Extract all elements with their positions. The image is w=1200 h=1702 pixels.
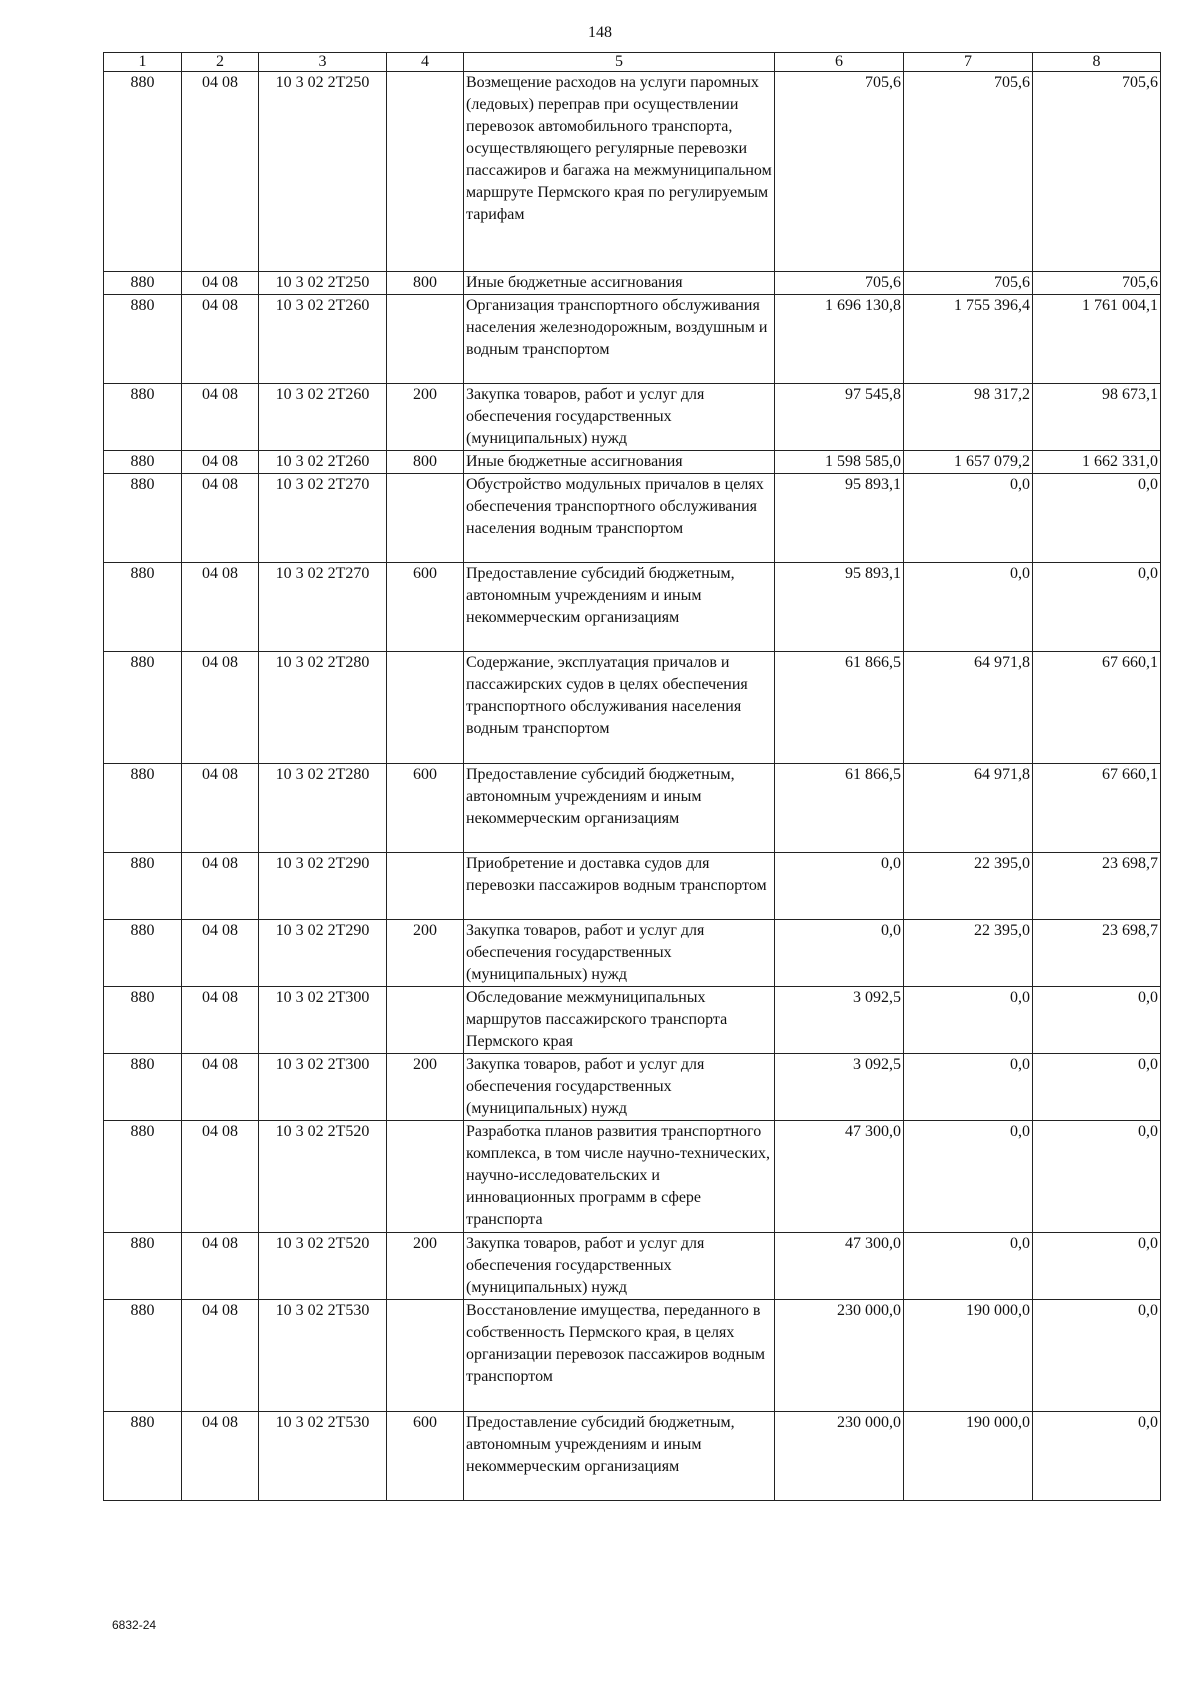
cell-description: Приобретение и доставка судов для перевозки пассажиров водным транспортом	[464, 853, 775, 920]
cell-target-article: 10 3 02 2Т270	[259, 474, 387, 563]
cell-amount-year3: 1 662 331,0	[1033, 451, 1161, 474]
cell-description: Организация транспортного обслуживания населения железнодорожным, воздушным и водным транспортом	[464, 295, 775, 384]
header-row	[104, 53, 1161, 72]
cell-expense-type	[387, 295, 464, 384]
cell-target-article: 10 3 02 2Т280	[259, 652, 387, 764]
cell-description: Закупка товаров, работ и услуг для обеспечения государственных (муниципальных) нужд	[464, 384, 775, 451]
cell-section-code: 04 08	[182, 563, 259, 652]
cell-expense-type	[387, 474, 464, 563]
table-body	[104, 72, 1161, 1501]
cell-admin-code: 880	[104, 295, 182, 384]
cell-target-article: 10 3 02 2Т260	[259, 295, 387, 384]
cell-amount-year2: 1 755 396,4	[904, 295, 1033, 384]
cell-expense-type: 600	[387, 1412, 464, 1501]
cell-amount-year1: 230 000,0	[775, 1300, 904, 1412]
cell-section-code: 04 08	[182, 1054, 259, 1121]
cell-description: Закупка товаров, работ и услуг для обеспечения государственных (муниципальных) нужд	[464, 920, 775, 987]
cell-description: Предоставление субсидий бюджетным, автономным учреждениям и иным некоммерческим организациям	[464, 764, 775, 853]
cell-amount-year2: 22 395,0	[904, 920, 1033, 987]
cell-amount-year2: 190 000,0	[904, 1412, 1033, 1501]
cell-section-code: 04 08	[182, 272, 259, 295]
column-header: 8	[1033, 53, 1161, 72]
cell-target-article: 10 3 02 2Т300	[259, 1054, 387, 1121]
document-code: 6832-24	[112, 1618, 157, 1632]
cell-amount-year3: 705,6	[1033, 72, 1161, 272]
cell-amount-year2: 1 657 079,2	[904, 451, 1033, 474]
cell-target-article: 10 3 02 2Т250	[259, 272, 387, 295]
cell-admin-code: 880	[104, 563, 182, 652]
cell-expense-type	[387, 652, 464, 764]
cell-admin-code: 880	[104, 1412, 182, 1501]
cell-amount-year2: 0,0	[904, 1233, 1033, 1300]
cell-description: Обустройство модульных причалов в целях обеспечения транспортного обслуживания населения водным транспортом	[464, 474, 775, 563]
table-row	[104, 1121, 1161, 1233]
cell-description: Иные бюджетные ассигнования	[464, 272, 775, 295]
cell-expense-type	[387, 1121, 464, 1233]
cell-section-code: 04 08	[182, 853, 259, 920]
table-row	[104, 451, 1161, 474]
cell-description: Закупка товаров, работ и услуг для обеспечения государственных (муниципальных) нужд	[464, 1233, 775, 1300]
cell-amount-year3: 0,0	[1033, 1233, 1161, 1300]
cell-amount-year3: 0,0	[1033, 987, 1161, 1054]
cell-expense-type: 200	[387, 1054, 464, 1121]
column-header: 6	[775, 53, 904, 72]
cell-amount-year3: 1 761 004,1	[1033, 295, 1161, 384]
cell-target-article: 10 3 02 2Т260	[259, 384, 387, 451]
cell-description: Содержание, эксплуатация причалов и пассажирских судов в целях обеспечения транспортного обслуживания населения водным транспортом	[464, 652, 775, 764]
cell-amount-year2: 0,0	[904, 987, 1033, 1054]
table-row	[104, 920, 1161, 987]
column-header: 7	[904, 53, 1033, 72]
cell-admin-code: 880	[104, 764, 182, 853]
cell-expense-type: 800	[387, 272, 464, 295]
cell-section-code: 04 08	[182, 652, 259, 764]
cell-target-article: 10 3 02 2Т280	[259, 764, 387, 853]
cell-amount-year1: 95 893,1	[775, 563, 904, 652]
cell-amount-year1: 61 866,5	[775, 764, 904, 853]
cell-amount-year1: 705,6	[775, 72, 904, 272]
cell-description: Закупка товаров, работ и услуг для обеспечения государственных (муниципальных) нужд	[464, 1054, 775, 1121]
table-row	[104, 1054, 1161, 1121]
cell-target-article: 10 3 02 2Т530	[259, 1412, 387, 1501]
cell-admin-code: 880	[104, 920, 182, 987]
cell-description: Предоставление субсидий бюджетным, автономным учреждениям и иным некоммерческим организациям	[464, 1412, 775, 1501]
cell-expense-type	[387, 987, 464, 1054]
cell-target-article: 10 3 02 2Т260	[259, 451, 387, 474]
table-row	[104, 563, 1161, 652]
table-row	[104, 72, 1161, 272]
column-header: 2	[182, 53, 259, 72]
cell-target-article: 10 3 02 2Т530	[259, 1300, 387, 1412]
cell-admin-code: 880	[104, 384, 182, 451]
column-header: 1	[104, 53, 182, 72]
cell-section-code: 04 08	[182, 987, 259, 1054]
cell-expense-type: 200	[387, 1233, 464, 1300]
table-row	[104, 295, 1161, 384]
cell-amount-year2: 0,0	[904, 563, 1033, 652]
cell-target-article: 10 3 02 2Т520	[259, 1233, 387, 1300]
cell-target-article: 10 3 02 2Т300	[259, 987, 387, 1054]
cell-amount-year2: 64 971,8	[904, 652, 1033, 764]
cell-section-code: 04 08	[182, 474, 259, 563]
table-row	[104, 652, 1161, 764]
table-row	[104, 764, 1161, 853]
cell-amount-year1: 47 300,0	[775, 1233, 904, 1300]
cell-amount-year2: 98 317,2	[904, 384, 1033, 451]
cell-amount-year1: 230 000,0	[775, 1412, 904, 1501]
cell-amount-year3: 0,0	[1033, 1412, 1161, 1501]
cell-amount-year2: 190 000,0	[904, 1300, 1033, 1412]
cell-amount-year1: 0,0	[775, 920, 904, 987]
cell-target-article: 10 3 02 2Т270	[259, 563, 387, 652]
cell-description: Иные бюджетные ассигнования	[464, 451, 775, 474]
cell-section-code: 04 08	[182, 72, 259, 272]
cell-amount-year1: 1 696 130,8	[775, 295, 904, 384]
cell-section-code: 04 08	[182, 1412, 259, 1501]
cell-amount-year3: 0,0	[1033, 1054, 1161, 1121]
cell-expense-type: 200	[387, 384, 464, 451]
cell-amount-year1: 47 300,0	[775, 1121, 904, 1233]
cell-section-code: 04 08	[182, 1300, 259, 1412]
cell-admin-code: 880	[104, 451, 182, 474]
table-row	[104, 384, 1161, 451]
cell-admin-code: 880	[104, 272, 182, 295]
page-number: 148	[588, 24, 612, 41]
cell-amount-year2: 705,6	[904, 272, 1033, 295]
cell-expense-type: 200	[387, 920, 464, 987]
cell-description: Возмещение расходов на услуги паромных (ледовых) переправ при осуществлении перевозок автомобильного транспорта, осуществляющего регулярные перевозки пассажиров и багажа на межмуниципальном маршруте Пермского края по регулируемым тарифам	[464, 72, 775, 272]
column-header: 5	[464, 53, 775, 72]
cell-expense-type	[387, 72, 464, 272]
cell-section-code: 04 08	[182, 295, 259, 384]
cell-admin-code: 880	[104, 1233, 182, 1300]
cell-admin-code: 880	[104, 1300, 182, 1412]
cell-admin-code: 880	[104, 1054, 182, 1121]
table-row	[104, 1300, 1161, 1412]
cell-description: Обследование межмуниципальных маршрутов пассажирского транспорта Пермского края	[464, 987, 775, 1054]
cell-section-code: 04 08	[182, 1121, 259, 1233]
cell-amount-year3: 23 698,7	[1033, 853, 1161, 920]
cell-admin-code: 880	[104, 474, 182, 563]
budget-table	[103, 52, 1161, 1501]
cell-admin-code: 880	[104, 652, 182, 764]
cell-target-article: 10 3 02 2Т290	[259, 920, 387, 987]
table-row	[104, 474, 1161, 563]
table-row	[104, 987, 1161, 1054]
table-row	[104, 1412, 1161, 1501]
cell-expense-type: 600	[387, 764, 464, 853]
cell-amount-year2: 0,0	[904, 1121, 1033, 1233]
cell-target-article: 10 3 02 2Т520	[259, 1121, 387, 1233]
cell-amount-year1: 705,6	[775, 272, 904, 295]
cell-target-article: 10 3 02 2Т250	[259, 72, 387, 272]
cell-amount-year3: 67 660,1	[1033, 652, 1161, 764]
cell-target-article: 10 3 02 2Т290	[259, 853, 387, 920]
cell-amount-year3: 0,0	[1033, 1121, 1161, 1233]
cell-amount-year3: 0,0	[1033, 563, 1161, 652]
cell-amount-year2: 0,0	[904, 1054, 1033, 1121]
cell-amount-year1: 0,0	[775, 853, 904, 920]
cell-expense-type: 800	[387, 451, 464, 474]
cell-section-code: 04 08	[182, 1233, 259, 1300]
cell-amount-year3: 23 698,7	[1033, 920, 1161, 987]
cell-amount-year2: 22 395,0	[904, 853, 1033, 920]
cell-expense-type	[387, 853, 464, 920]
cell-amount-year1: 95 893,1	[775, 474, 904, 563]
cell-amount-year3: 67 660,1	[1033, 764, 1161, 853]
cell-amount-year1: 1 598 585,0	[775, 451, 904, 474]
cell-section-code: 04 08	[182, 451, 259, 474]
cell-amount-year2: 0,0	[904, 474, 1033, 563]
table-row	[104, 272, 1161, 295]
cell-description: Предоставление субсидий бюджетным, автономным учреждениям и иным некоммерческим организациям	[464, 563, 775, 652]
cell-amount-year3: 705,6	[1033, 272, 1161, 295]
cell-section-code: 04 08	[182, 384, 259, 451]
cell-admin-code: 880	[104, 1121, 182, 1233]
cell-amount-year1: 3 092,5	[775, 1054, 904, 1121]
column-header: 4	[387, 53, 464, 72]
cell-amount-year1: 97 545,8	[775, 384, 904, 451]
cell-admin-code: 880	[104, 987, 182, 1054]
cell-section-code: 04 08	[182, 764, 259, 853]
cell-description: Разработка планов развития транспортного комплекса, в том числе научно-технических, научно-исследовательских и инновационных программ в сфере транспорта	[464, 1121, 775, 1233]
table-row	[104, 1233, 1161, 1300]
cell-admin-code: 880	[104, 72, 182, 272]
table-row	[104, 853, 1161, 920]
cell-amount-year3: 0,0	[1033, 474, 1161, 563]
cell-description: Восстановление имущества, переданного в собственность Пермского края, в целях организации перевозок пассажиров водным транспортом	[464, 1300, 775, 1412]
cell-amount-year3: 98 673,1	[1033, 384, 1161, 451]
cell-expense-type	[387, 1300, 464, 1412]
cell-amount-year1: 3 092,5	[775, 987, 904, 1054]
cell-amount-year1: 61 866,5	[775, 652, 904, 764]
cell-admin-code: 880	[104, 853, 182, 920]
cell-section-code: 04 08	[182, 920, 259, 987]
column-header: 3	[259, 53, 387, 72]
cell-amount-year3: 0,0	[1033, 1300, 1161, 1412]
cell-amount-year2: 64 971,8	[904, 764, 1033, 853]
cell-amount-year2: 705,6	[904, 72, 1033, 272]
cell-expense-type: 600	[387, 563, 464, 652]
